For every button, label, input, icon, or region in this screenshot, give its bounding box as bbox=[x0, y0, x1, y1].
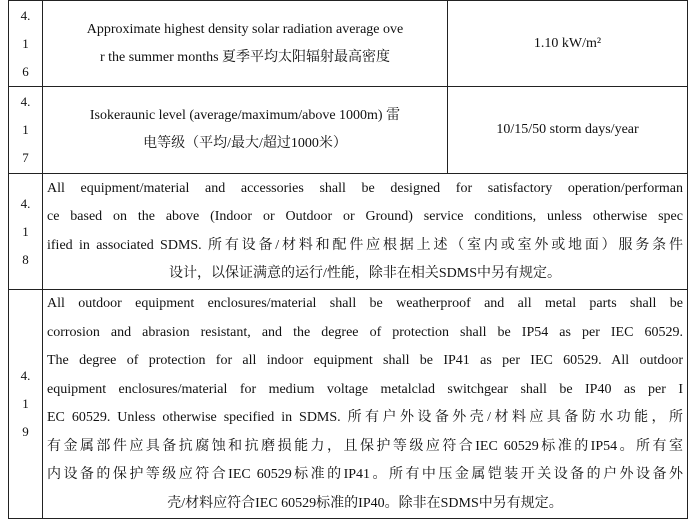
parameter-description bbox=[43, 1, 448, 87]
row-number-part: 4. bbox=[20, 7, 31, 23]
description-line: r the summer months 夏季平均太阳辐射最高密度 bbox=[99, 49, 391, 65]
text-line: 有金属部件应具备抗腐蚀和抗磨损能力，且保护等级应符合IEC 60529标准的IP54。所有室 bbox=[47, 438, 683, 454]
table-row bbox=[9, 174, 688, 290]
parameter-description bbox=[43, 87, 448, 174]
table-row bbox=[9, 290, 688, 519]
requirement-text bbox=[43, 290, 688, 519]
text-line: 设计，以保证满意的运行/性能，除非在相关SDMS中另有规定。 bbox=[168, 266, 562, 281]
row-number-part: 1 bbox=[22, 122, 29, 137]
row-number bbox=[9, 290, 43, 519]
row-number-part: 4. bbox=[20, 94, 31, 109]
row-number-part: 1 bbox=[22, 396, 29, 411]
table-row bbox=[9, 1, 688, 87]
row-number bbox=[9, 87, 43, 174]
text-line: ified in associated SDMS. 所有设备/材料和配件应根据上述（室内或室外或地面）服务条件 bbox=[47, 237, 683, 253]
table-row bbox=[9, 87, 688, 174]
text-line: 壳/材料应符合IEC 60529标准的IP40。除非在SDMS中另有规定。 bbox=[167, 495, 563, 511]
text-line: The degree of protection for all indoor equipment shall be IP41 as per IEC 60529. All outdoor bbox=[47, 353, 683, 368]
text-line: All equipment/material and accessories shall be designed for satisfactory operation/performan bbox=[47, 180, 683, 196]
description-line: 电等级（平均/最大/超过1000米） bbox=[143, 136, 347, 151]
text-line: All outdoor equipment enclosures/material shall be weatherproof and all metal parts shall be bbox=[47, 296, 683, 311]
row-number-part: 4. bbox=[20, 195, 31, 211]
parameter-value: 1.10 kW/m² bbox=[448, 1, 688, 87]
row-number-part: 1 bbox=[22, 223, 29, 239]
row-number-part: 4. bbox=[20, 368, 31, 383]
text-line: ce based on the above (Indoor or Outdoor or Ground) service conditions, unless otherwise spec bbox=[47, 209, 683, 224]
row-number-part: 6 bbox=[22, 63, 29, 79]
text-line: 内设备的保护等级应符合IEC 60529标准的IP41。所有中压金属铠装开关设备的户外设备外 bbox=[47, 467, 683, 482]
text-line: equipment enclosures/material for medium voltage metalclad switchgear shall be IP40 as per I bbox=[47, 381, 683, 397]
row-number-part: 9 bbox=[22, 424, 29, 439]
row-number-part: 7 bbox=[22, 150, 29, 165]
description-line: Approximate highest density solar radiation average ove bbox=[86, 21, 404, 37]
text-line: EC 60529. Unless otherwise specified in SDMS. 所有户外设备外壳/材料应具备防水功能，所 bbox=[47, 410, 683, 425]
row-number-part: 1 bbox=[22, 35, 29, 51]
description-line: Isokeraunic level (average/maximum/above 1000m) 雷 bbox=[89, 108, 401, 123]
row-number bbox=[9, 1, 43, 87]
requirement-text bbox=[43, 174, 688, 290]
text-line: corrosion and abrasion resistant, and the degree of protection shall be IP54 as per IEC 60529. bbox=[47, 324, 683, 340]
parameter-value: 10/15/50 storm days/year bbox=[448, 87, 688, 174]
row-number bbox=[9, 174, 43, 290]
row-number-part: 8 bbox=[22, 251, 29, 267]
spec-table bbox=[8, 0, 688, 519]
